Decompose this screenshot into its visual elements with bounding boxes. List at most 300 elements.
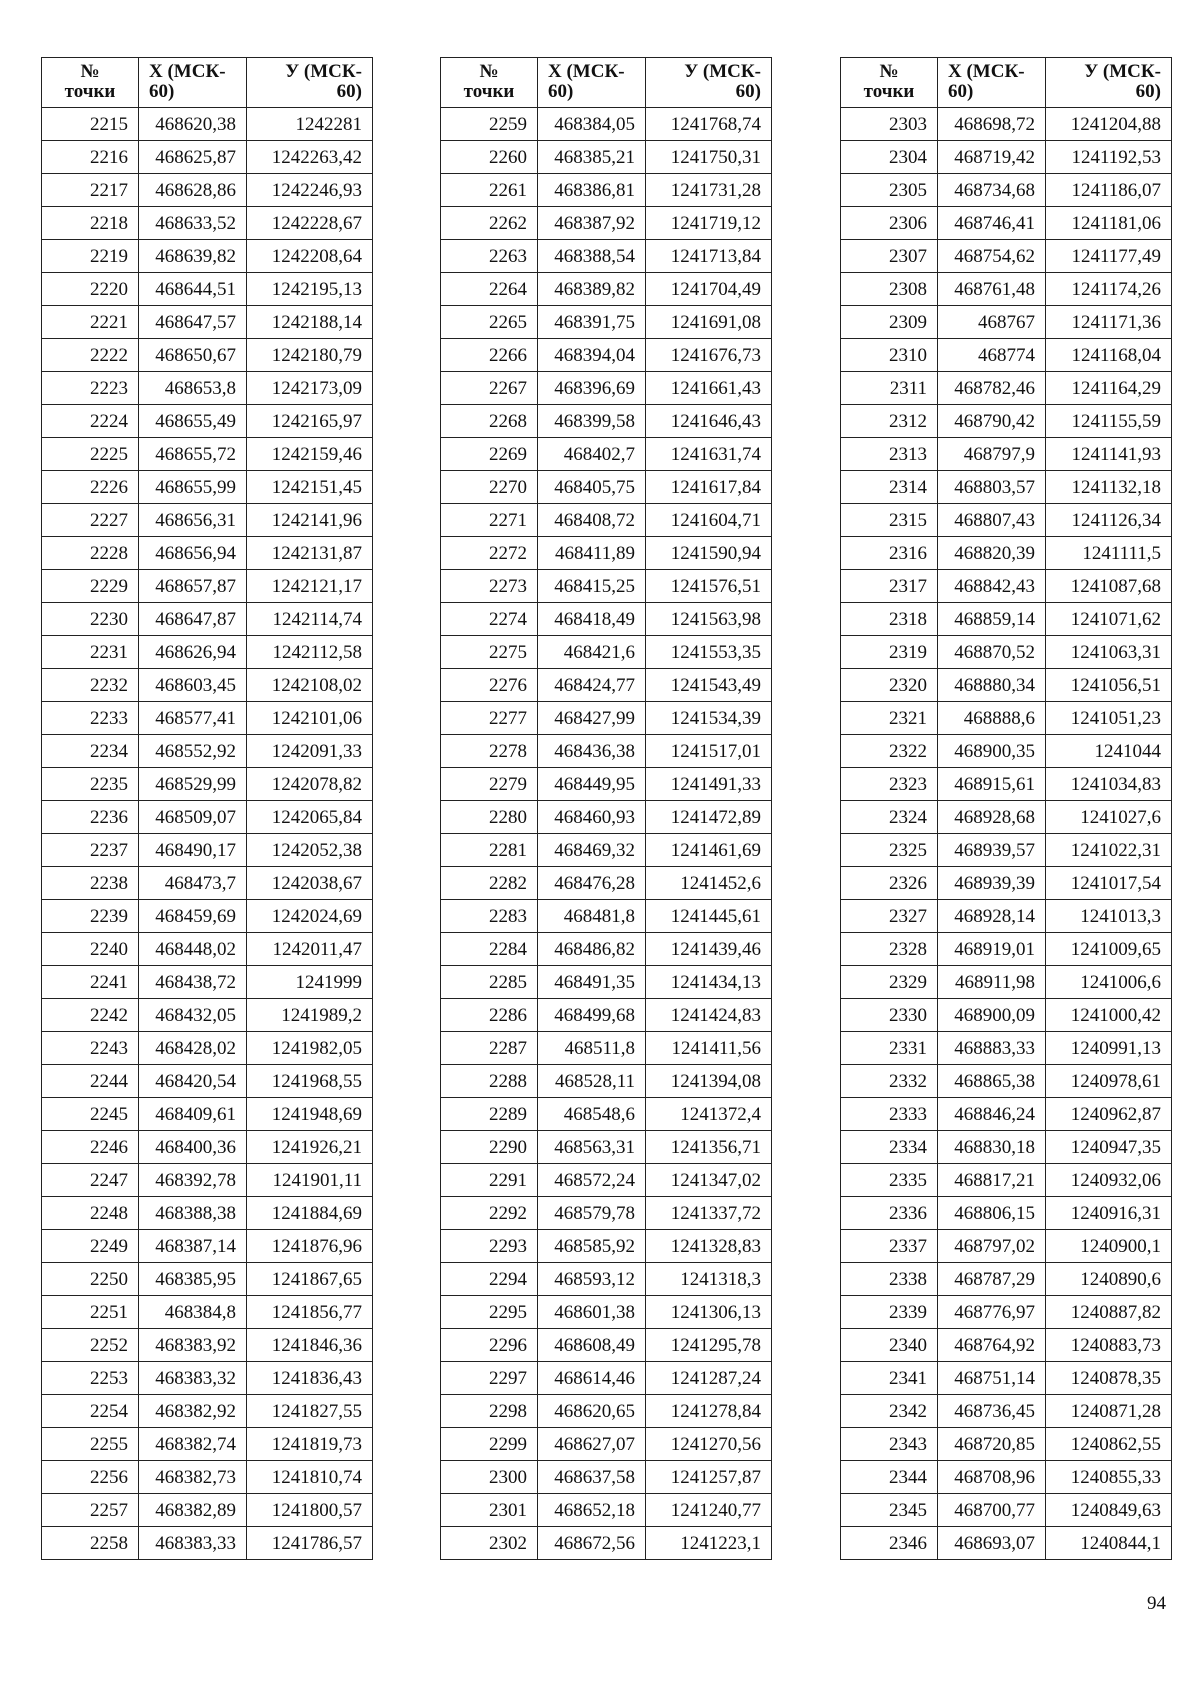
point-number-cell: 2228	[42, 537, 139, 570]
point-number-cell: 2339	[841, 1296, 938, 1329]
y-coordinate-cell: 1242180,79	[247, 339, 373, 372]
x-coordinate-cell: 468698,72	[938, 108, 1046, 141]
y-coordinate-cell: 1241982,05	[247, 1032, 373, 1065]
y-coordinate-cell: 1241056,51	[1046, 669, 1172, 702]
table-row	[42, 1527, 373, 1560]
point-number-cell: 2309	[841, 306, 938, 339]
y-coordinate-cell: 1240962,87	[1046, 1098, 1172, 1131]
y-coordinate-cell: 1241174,26	[1046, 273, 1172, 306]
point-number-cell: 2244	[42, 1065, 139, 1098]
point-number-cell: 2321	[841, 702, 938, 735]
x-coordinate-cell: 468767	[938, 306, 1046, 339]
y-coordinate-cell: 1242281	[247, 108, 373, 141]
y-coordinate-cell: 1242024,69	[247, 900, 373, 933]
y-coordinate-cell: 1241989,2	[247, 999, 373, 1032]
y-coordinate-cell: 1241009,65	[1046, 933, 1172, 966]
x-coordinate-cell: 468427,99	[538, 702, 646, 735]
y-coordinate-cell: 1242165,97	[247, 405, 373, 438]
table-row	[42, 999, 373, 1032]
y-coordinate-cell: 1241534,39	[646, 702, 772, 735]
point-number-cell: 2257	[42, 1494, 139, 1527]
table-row	[841, 1329, 1172, 1362]
point-number-cell: 2230	[42, 603, 139, 636]
x-coordinate-cell: 468919,01	[938, 933, 1046, 966]
point-number-cell: 2270	[441, 471, 538, 504]
x-coordinate-cell: 468633,52	[139, 207, 247, 240]
point-number-cell: 2336	[841, 1197, 938, 1230]
point-number-cell: 2279	[441, 768, 538, 801]
point-number-cell: 2251	[42, 1296, 139, 1329]
point-number-cell: 2275	[441, 636, 538, 669]
x-coordinate-cell: 468644,51	[139, 273, 247, 306]
table-row	[441, 1065, 772, 1098]
point-number-cell: 2237	[42, 834, 139, 867]
x-coordinate-cell: 468481,8	[538, 900, 646, 933]
point-number-cell: 2215	[42, 108, 139, 141]
table-row	[42, 504, 373, 537]
table-row	[841, 1197, 1172, 1230]
y-coordinate-cell: 1241439,46	[646, 933, 772, 966]
table-row	[42, 1131, 373, 1164]
table-row	[441, 372, 772, 405]
x-coordinate-cell: 468761,48	[938, 273, 1046, 306]
point-number-cell: 2260	[441, 141, 538, 174]
point-number-cell: 2341	[841, 1362, 938, 1395]
point-number-cell: 2218	[42, 207, 139, 240]
table-row	[841, 1428, 1172, 1461]
table-row	[441, 702, 772, 735]
point-number-cell: 2254	[42, 1395, 139, 1428]
table-row	[42, 471, 373, 504]
x-coordinate-cell: 468888,6	[938, 702, 1046, 735]
point-number-cell: 2271	[441, 504, 538, 537]
x-coordinate-cell: 468637,58	[538, 1461, 646, 1494]
point-number-cell: 2243	[42, 1032, 139, 1065]
point-number-cell: 2305	[841, 174, 938, 207]
y-coordinate-cell: 1241768,74	[646, 108, 772, 141]
x-coordinate-cell: 468672,56	[538, 1527, 646, 1560]
table-row	[841, 933, 1172, 966]
x-coordinate-cell: 468408,72	[538, 504, 646, 537]
point-number-cell: 2265	[441, 306, 538, 339]
x-coordinate-cell: 468797,02	[938, 1230, 1046, 1263]
x-coordinate-cell: 468647,57	[139, 306, 247, 339]
x-coordinate-cell: 468928,14	[938, 900, 1046, 933]
point-number-cell: 2242	[42, 999, 139, 1032]
point-number-cell: 2308	[841, 273, 938, 306]
table-row	[841, 1032, 1172, 1065]
table-row	[841, 702, 1172, 735]
x-coordinate-cell: 468774	[938, 339, 1046, 372]
table-row	[841, 1461, 1172, 1494]
point-number-cell: 2340	[841, 1329, 938, 1362]
x-coordinate-cell: 468432,05	[139, 999, 247, 1032]
table-row	[841, 438, 1172, 471]
y-coordinate-cell: 1241543,49	[646, 669, 772, 702]
table-row	[441, 1428, 772, 1461]
x-coordinate-cell: 468939,57	[938, 834, 1046, 867]
table-row	[841, 240, 1172, 273]
table-row	[841, 174, 1172, 207]
y-coordinate-cell: 1241240,77	[646, 1494, 772, 1527]
x-coordinate-cell: 468700,77	[938, 1494, 1046, 1527]
point-number-cell: 2302	[441, 1527, 538, 1560]
x-coordinate-cell: 468782,46	[938, 372, 1046, 405]
y-coordinate-cell: 1241631,74	[646, 438, 772, 471]
x-coordinate-cell: 468577,41	[139, 702, 247, 735]
x-coordinate-cell: 468490,17	[139, 834, 247, 867]
table-row	[441, 801, 772, 834]
table-row	[841, 867, 1172, 900]
x-coordinate-cell: 468655,49	[139, 405, 247, 438]
point-number-cell: 2277	[441, 702, 538, 735]
y-coordinate-cell: 1241044	[1046, 735, 1172, 768]
point-number-cell: 2313	[841, 438, 938, 471]
table-row	[841, 471, 1172, 504]
point-number-cell: 2272	[441, 537, 538, 570]
y-coordinate-cell: 1242228,67	[247, 207, 373, 240]
table-row	[42, 273, 373, 306]
table-row	[441, 438, 772, 471]
x-coordinate-cell: 468656,94	[139, 537, 247, 570]
point-number-cell: 2281	[441, 834, 538, 867]
y-coordinate-cell: 1241948,69	[247, 1098, 373, 1131]
y-coordinate-cell: 1241295,78	[646, 1329, 772, 1362]
point-number-cell: 2226	[42, 471, 139, 504]
point-number-cell: 2261	[441, 174, 538, 207]
point-number-cell: 2344	[841, 1461, 938, 1494]
x-coordinate-cell: 468928,68	[938, 801, 1046, 834]
x-coordinate-cell: 468473,7	[139, 867, 247, 900]
x-coordinate-cell: 468382,89	[139, 1494, 247, 1527]
x-coordinate-cell: 468734,68	[938, 174, 1046, 207]
coordinates-table-1	[41, 57, 373, 1560]
x-coordinate-cell: 468652,18	[538, 1494, 646, 1527]
y-coordinate-cell: 1242112,58	[247, 636, 373, 669]
y-coordinate-cell: 1241713,84	[646, 240, 772, 273]
table-row	[841, 141, 1172, 174]
y-coordinate-cell: 1241087,68	[1046, 570, 1172, 603]
x-coordinate-cell: 468870,52	[938, 636, 1046, 669]
table-row	[441, 669, 772, 702]
y-coordinate-cell: 1241836,43	[247, 1362, 373, 1395]
y-coordinate-cell: 1241278,84	[646, 1395, 772, 1428]
point-number-cell: 2329	[841, 966, 938, 999]
point-number-cell: 2318	[841, 603, 938, 636]
table-row	[42, 405, 373, 438]
point-number-cell: 2256	[42, 1461, 139, 1494]
y-coordinate-cell: 1241192,53	[1046, 141, 1172, 174]
table-row	[441, 1362, 772, 1395]
y-coordinate-cell: 1241786,57	[247, 1527, 373, 1560]
table-row	[441, 735, 772, 768]
y-coordinate-cell: 1241287,24	[646, 1362, 772, 1395]
y-coordinate-cell: 1240932,06	[1046, 1164, 1172, 1197]
x-coordinate-cell: 468486,82	[538, 933, 646, 966]
point-number-cell: 2284	[441, 933, 538, 966]
table-header-row	[841, 58, 1172, 108]
table-row	[441, 570, 772, 603]
header-y-coordinate: У (МСК- 60)	[247, 58, 373, 108]
table-row	[42, 1296, 373, 1329]
y-coordinate-cell: 1241676,73	[646, 339, 772, 372]
y-coordinate-cell: 1241013,3	[1046, 900, 1172, 933]
table-row	[441, 405, 772, 438]
header-point-number: № точки	[42, 58, 139, 108]
point-number-cell: 2307	[841, 240, 938, 273]
x-coordinate-cell: 468382,73	[139, 1461, 247, 1494]
table-row	[841, 504, 1172, 537]
y-coordinate-cell: 1241691,08	[646, 306, 772, 339]
x-coordinate-cell: 468647,87	[139, 603, 247, 636]
y-coordinate-cell: 1241968,55	[247, 1065, 373, 1098]
y-coordinate-cell: 1242108,02	[247, 669, 373, 702]
table-row	[441, 207, 772, 240]
table-row	[42, 1065, 373, 1098]
x-coordinate-cell: 468620,65	[538, 1395, 646, 1428]
x-coordinate-cell: 468754,62	[938, 240, 1046, 273]
table-row	[441, 1164, 772, 1197]
table-row	[42, 735, 373, 768]
y-coordinate-cell: 1240878,35	[1046, 1362, 1172, 1395]
header-y-coordinate: У (МСК- 60)	[1046, 58, 1172, 108]
point-number-cell: 2317	[841, 570, 938, 603]
y-coordinate-cell: 1241750,31	[646, 141, 772, 174]
x-coordinate-cell: 468449,95	[538, 768, 646, 801]
y-coordinate-cell: 1241901,11	[247, 1164, 373, 1197]
x-coordinate-cell: 468656,31	[139, 504, 247, 537]
x-coordinate-cell: 468593,12	[538, 1263, 646, 1296]
x-coordinate-cell: 468387,14	[139, 1230, 247, 1263]
y-coordinate-cell: 1241337,72	[646, 1197, 772, 1230]
point-number-cell: 2259	[441, 108, 538, 141]
y-coordinate-cell: 1240871,28	[1046, 1395, 1172, 1428]
y-coordinate-cell: 1242114,74	[247, 603, 373, 636]
table-row	[841, 900, 1172, 933]
x-coordinate-cell: 468751,14	[938, 1362, 1046, 1395]
table-row	[42, 207, 373, 240]
point-number-cell: 2337	[841, 1230, 938, 1263]
y-coordinate-cell: 1241126,34	[1046, 504, 1172, 537]
table-row	[42, 1362, 373, 1395]
y-coordinate-cell: 1242208,64	[247, 240, 373, 273]
y-coordinate-cell: 1242131,87	[247, 537, 373, 570]
table-row	[841, 570, 1172, 603]
x-coordinate-cell: 468639,82	[139, 240, 247, 273]
point-number-cell: 2301	[441, 1494, 538, 1527]
y-coordinate-cell: 1241223,1	[646, 1527, 772, 1560]
point-number-cell: 2239	[42, 900, 139, 933]
y-coordinate-cell: 1241027,6	[1046, 801, 1172, 834]
header-x-coordinate: X (МСК- 60)	[139, 58, 247, 108]
x-coordinate-cell: 468428,02	[139, 1032, 247, 1065]
y-coordinate-cell: 1241876,96	[247, 1230, 373, 1263]
y-coordinate-cell: 1242091,33	[247, 735, 373, 768]
table-header-row	[441, 58, 772, 108]
point-number-cell: 2278	[441, 735, 538, 768]
y-coordinate-cell: 1241257,87	[646, 1461, 772, 1494]
x-coordinate-cell: 468708,96	[938, 1461, 1046, 1494]
y-coordinate-cell: 1241022,31	[1046, 834, 1172, 867]
x-coordinate-cell: 468411,89	[538, 537, 646, 570]
x-coordinate-cell: 468405,75	[538, 471, 646, 504]
table-row	[42, 801, 373, 834]
table-row	[441, 834, 772, 867]
y-coordinate-cell: 1241168,04	[1046, 339, 1172, 372]
point-number-cell: 2300	[441, 1461, 538, 1494]
y-coordinate-cell: 1241704,49	[646, 273, 772, 306]
x-coordinate-cell: 468402,7	[538, 438, 646, 471]
point-number-cell: 2247	[42, 1164, 139, 1197]
table-row	[42, 141, 373, 174]
x-coordinate-cell: 468614,46	[538, 1362, 646, 1395]
y-coordinate-cell: 1241461,69	[646, 834, 772, 867]
point-number-cell: 2246	[42, 1131, 139, 1164]
x-coordinate-cell: 468806,15	[938, 1197, 1046, 1230]
y-coordinate-cell: 1241006,6	[1046, 966, 1172, 999]
x-coordinate-cell: 468391,75	[538, 306, 646, 339]
y-coordinate-cell: 1242151,45	[247, 471, 373, 504]
coordinates-table-3	[840, 57, 1172, 1560]
table-row	[42, 1494, 373, 1527]
y-coordinate-cell: 1240862,55	[1046, 1428, 1172, 1461]
table-row	[841, 405, 1172, 438]
page-number: 94	[1147, 1593, 1166, 1614]
x-coordinate-cell: 468807,43	[938, 504, 1046, 537]
x-coordinate-cell: 468842,43	[938, 570, 1046, 603]
point-number-cell: 2299	[441, 1428, 538, 1461]
y-coordinate-cell: 1241472,89	[646, 801, 772, 834]
table-row	[441, 273, 772, 306]
point-number-cell: 2304	[841, 141, 938, 174]
header-x-coordinate: X (МСК- 60)	[538, 58, 646, 108]
point-number-cell: 2298	[441, 1395, 538, 1428]
y-coordinate-cell: 1241177,49	[1046, 240, 1172, 273]
table-row	[42, 108, 373, 141]
table-row	[42, 1164, 373, 1197]
x-coordinate-cell: 468438,72	[139, 966, 247, 999]
x-coordinate-cell: 468620,38	[139, 108, 247, 141]
point-number-cell: 2221	[42, 306, 139, 339]
point-number-cell: 2316	[841, 537, 938, 570]
point-number-cell: 2306	[841, 207, 938, 240]
point-number-cell: 2290	[441, 1131, 538, 1164]
table-row	[841, 1131, 1172, 1164]
table-row	[441, 966, 772, 999]
x-coordinate-cell: 468384,05	[538, 108, 646, 141]
x-coordinate-cell: 468409,61	[139, 1098, 247, 1131]
table-row	[42, 240, 373, 273]
table-row	[42, 669, 373, 702]
x-coordinate-cell: 468384,8	[139, 1296, 247, 1329]
x-coordinate-cell: 468548,6	[538, 1098, 646, 1131]
y-coordinate-cell: 1241171,36	[1046, 306, 1172, 339]
point-number-cell: 2331	[841, 1032, 938, 1065]
y-coordinate-cell: 1241800,57	[247, 1494, 373, 1527]
point-number-cell: 2296	[441, 1329, 538, 1362]
table-row	[441, 1197, 772, 1230]
point-number-cell: 2250	[42, 1263, 139, 1296]
table-row	[42, 1230, 373, 1263]
y-coordinate-cell: 1241270,56	[646, 1428, 772, 1461]
y-coordinate-cell: 1241181,06	[1046, 207, 1172, 240]
point-number-cell: 2297	[441, 1362, 538, 1395]
point-number-cell: 2216	[42, 141, 139, 174]
table-row	[441, 900, 772, 933]
table-row	[441, 636, 772, 669]
x-coordinate-cell: 468392,78	[139, 1164, 247, 1197]
point-number-cell: 2346	[841, 1527, 938, 1560]
point-number-cell: 2282	[441, 867, 538, 900]
table-row	[441, 1461, 772, 1494]
y-coordinate-cell: 1242101,06	[247, 702, 373, 735]
table-row	[441, 306, 772, 339]
y-coordinate-cell: 1241452,6	[646, 867, 772, 900]
point-number-cell: 2291	[441, 1164, 538, 1197]
y-coordinate-cell: 1242052,38	[247, 834, 373, 867]
y-coordinate-cell: 1241810,74	[247, 1461, 373, 1494]
y-coordinate-cell: 1241034,83	[1046, 768, 1172, 801]
table-row	[841, 735, 1172, 768]
table-row	[841, 207, 1172, 240]
point-number-cell: 2289	[441, 1098, 538, 1131]
x-coordinate-cell: 468720,85	[938, 1428, 1046, 1461]
table-row	[841, 273, 1172, 306]
table-header-row	[42, 58, 373, 108]
point-number-cell: 2235	[42, 768, 139, 801]
table-row	[441, 1263, 772, 1296]
x-coordinate-cell: 468585,92	[538, 1230, 646, 1263]
header-y-coordinate: У (МСК- 60)	[646, 58, 772, 108]
table-row	[42, 867, 373, 900]
point-number-cell: 2255	[42, 1428, 139, 1461]
table-row	[841, 1527, 1172, 1560]
table-row	[841, 1098, 1172, 1131]
y-coordinate-cell: 1242188,14	[247, 306, 373, 339]
point-number-cell: 2314	[841, 471, 938, 504]
point-number-cell: 2232	[42, 669, 139, 702]
point-number-cell: 2335	[841, 1164, 938, 1197]
x-coordinate-cell: 468915,61	[938, 768, 1046, 801]
y-coordinate-cell: 1240978,61	[1046, 1065, 1172, 1098]
table-row	[441, 240, 772, 273]
table-row	[441, 1494, 772, 1527]
point-number-cell: 2280	[441, 801, 538, 834]
x-coordinate-cell: 468736,45	[938, 1395, 1046, 1428]
x-coordinate-cell: 468529,99	[139, 768, 247, 801]
table-row	[441, 174, 772, 207]
point-number-cell: 2269	[441, 438, 538, 471]
y-coordinate-cell: 1242195,13	[247, 273, 373, 306]
x-coordinate-cell: 468383,33	[139, 1527, 247, 1560]
y-coordinate-cell: 1241491,33	[646, 768, 772, 801]
table-row	[441, 537, 772, 570]
point-number-cell: 2273	[441, 570, 538, 603]
table-row	[42, 1197, 373, 1230]
point-number-cell: 2248	[42, 1197, 139, 1230]
y-coordinate-cell: 1240916,31	[1046, 1197, 1172, 1230]
x-coordinate-cell: 468415,25	[538, 570, 646, 603]
x-coordinate-cell: 468865,38	[938, 1065, 1046, 1098]
table-row	[441, 867, 772, 900]
y-coordinate-cell: 1241186,07	[1046, 174, 1172, 207]
y-coordinate-cell: 1240991,13	[1046, 1032, 1172, 1065]
y-coordinate-cell: 1241731,28	[646, 174, 772, 207]
table-row	[841, 768, 1172, 801]
table-row	[841, 1494, 1172, 1527]
table-row	[441, 141, 772, 174]
x-coordinate-cell: 468528,11	[538, 1065, 646, 1098]
